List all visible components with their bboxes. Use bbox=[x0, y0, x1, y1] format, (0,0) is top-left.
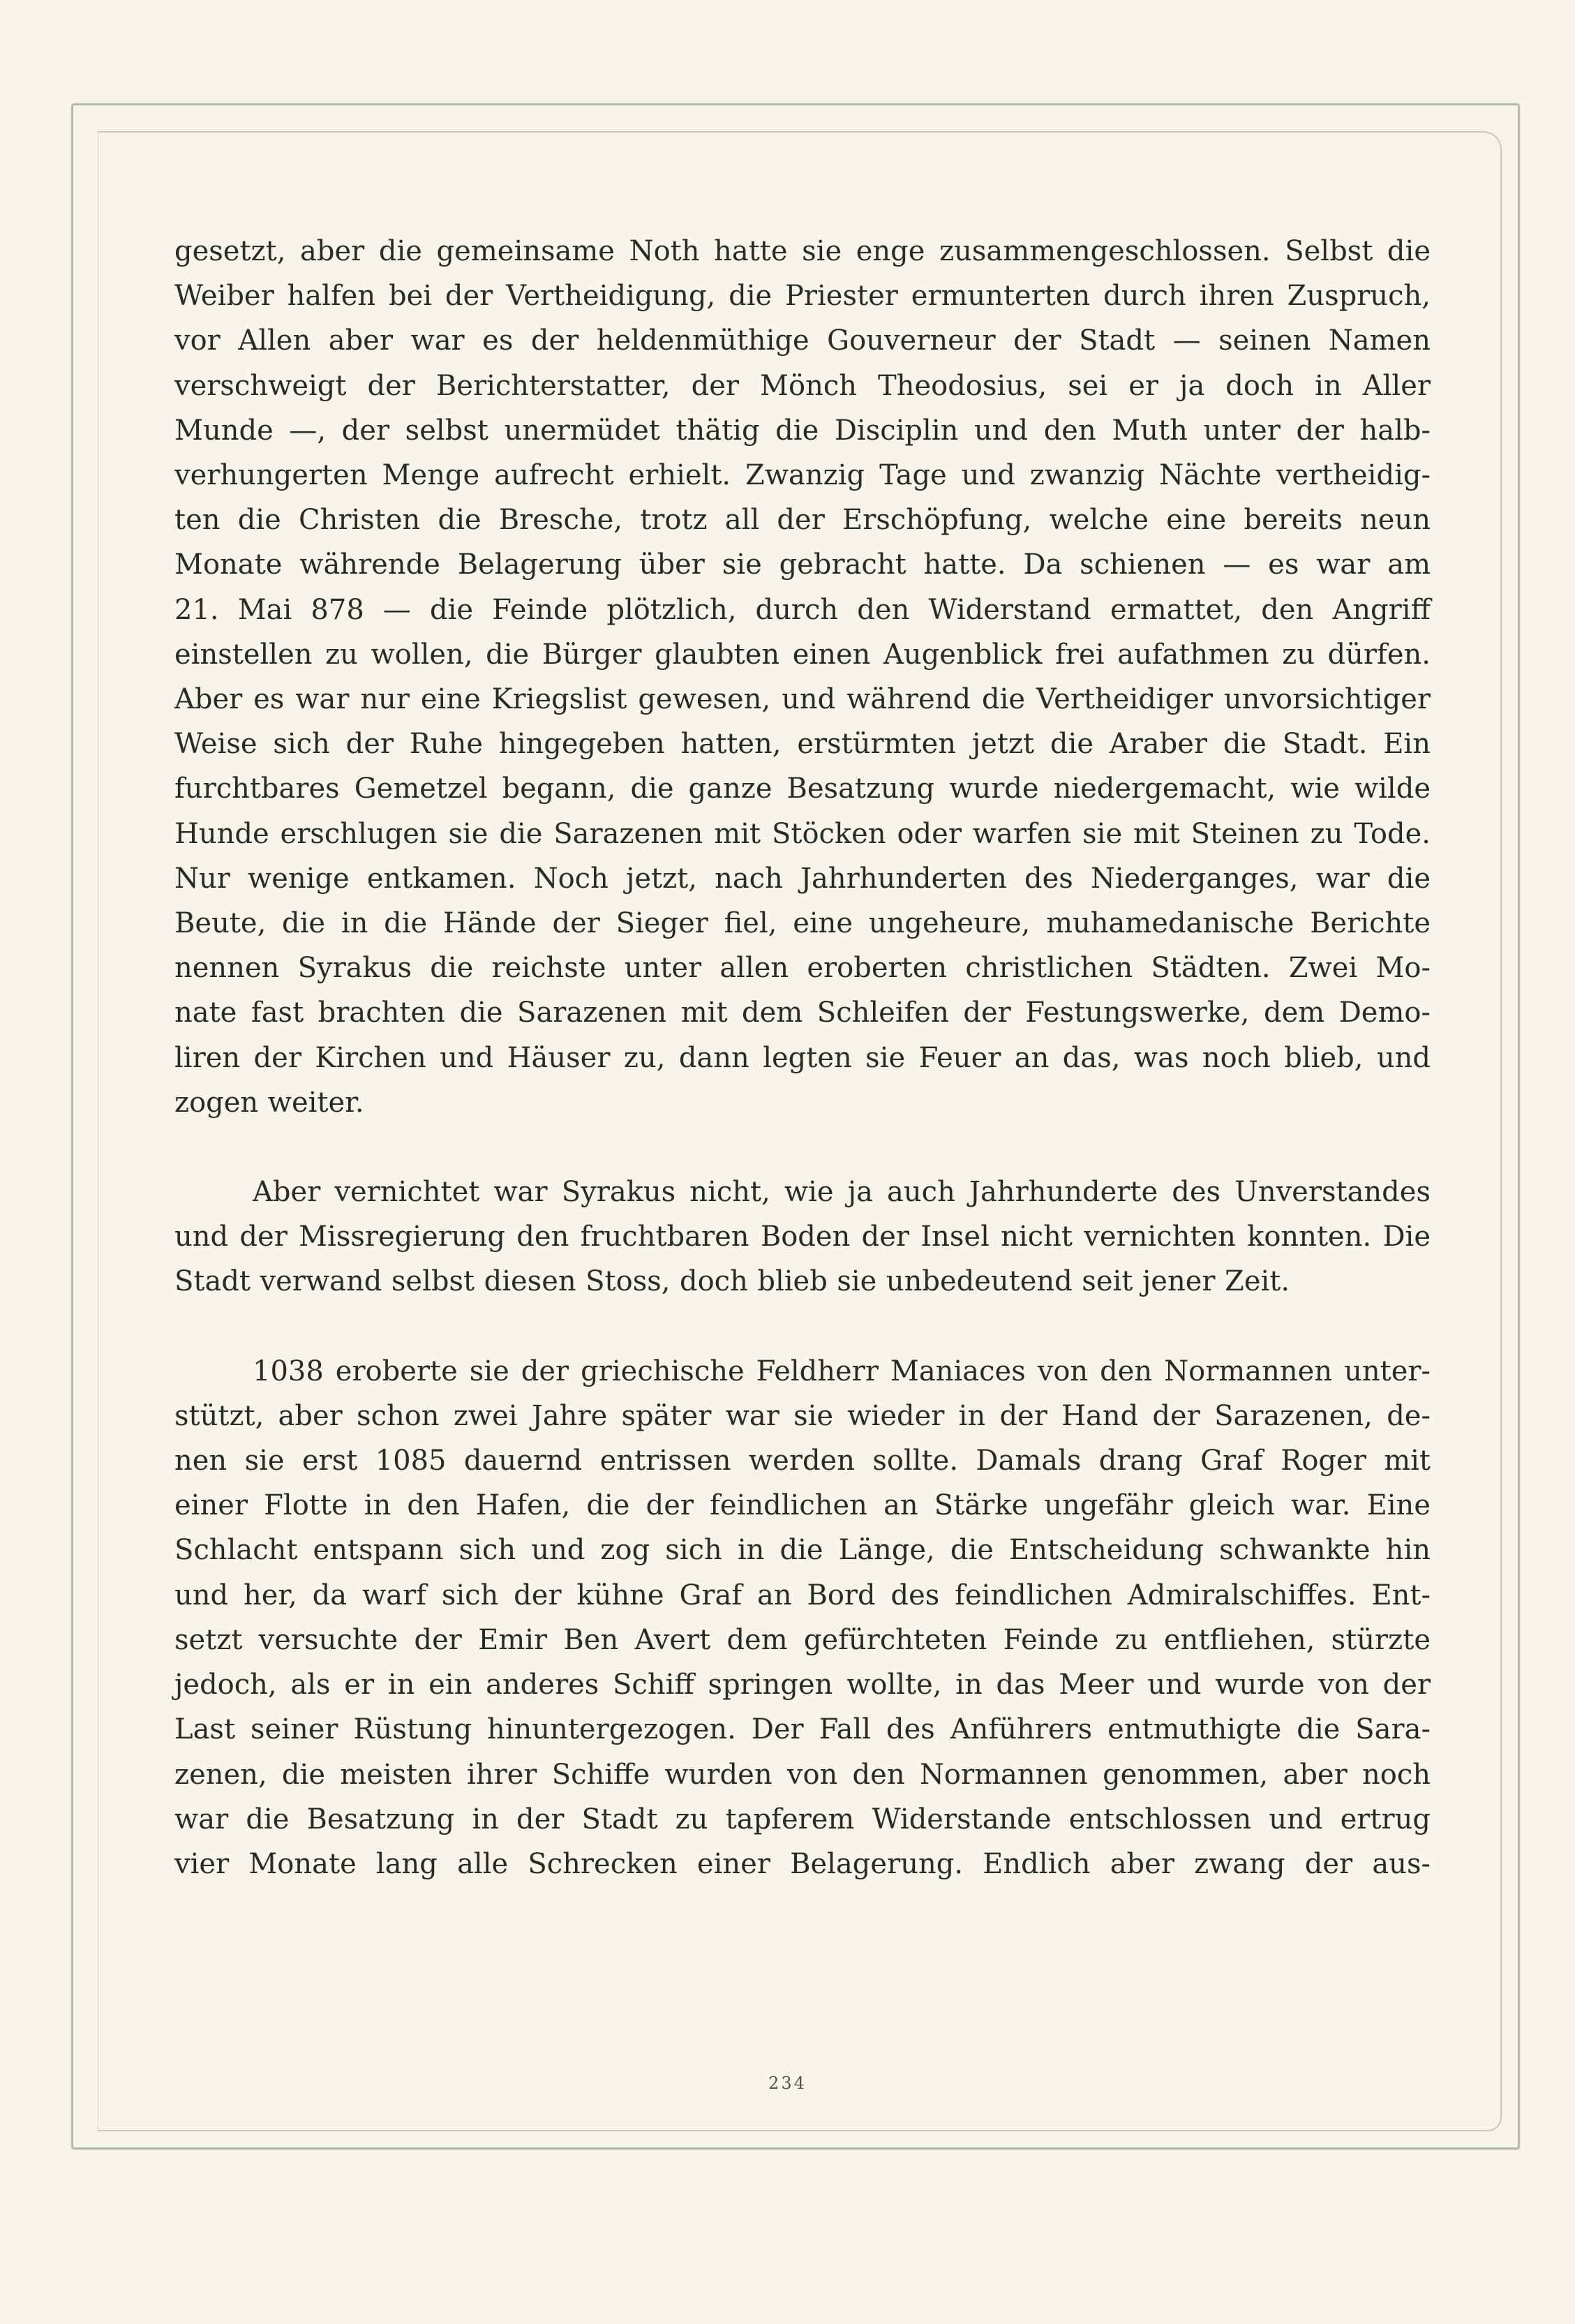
text-line: nen sie erst 1085 dauernd entrissen werden sollte. Damals drang Graf Roger mit bbox=[174, 1445, 1431, 1477]
text-line: jedoch, als er in ein anderes Schiff springen wollte, in das Meer und wurde von der bbox=[174, 1669, 1431, 1701]
text-line: Munde —, der selbst unermüdet thätig die Disciplin und den Muth unter der halb- bbox=[174, 414, 1431, 447]
paragraph-1 bbox=[174, 229, 1431, 1125]
page-number: 234 bbox=[768, 2073, 807, 2093]
text-line: zogen weiter. bbox=[174, 1086, 364, 1119]
page-text bbox=[174, 229, 1431, 1886]
text-line: 21. Mai 878 — die Feinde plötzlich, durch den Widerstand ermattet, den Angriff bbox=[174, 593, 1431, 626]
text-line: stützt, aber schon zwei Jahre später war sie wieder in der Hand der Sarazenen, de- bbox=[174, 1399, 1431, 1432]
text-line: 1038 eroberte sie der griechische Feldherr Maniaces von den Normannen unter- bbox=[253, 1355, 1431, 1387]
text-line: setzt versuchte der Emir Ben Avert dem gefürchteten Feinde zu entfliehen, stürzte bbox=[174, 1623, 1431, 1656]
text-line: furchtbares Gemetzel begann, die ganze Besatzung wurde niedergemacht, wie wilde bbox=[174, 773, 1431, 805]
text-line: Last seiner Rüstung hinuntergezogen. Der Fall des Anführers entmuthigte die Sara- bbox=[174, 1713, 1431, 1746]
text-line: Monate währende Belagerung über sie gebracht hatte. Da schienen — es war am bbox=[174, 549, 1431, 581]
text-line: Aber vernichtet war Syrakus nicht, wie ja auch Jahrhunderte des Unverstandes bbox=[253, 1176, 1431, 1209]
text-line: Schlacht entspann sich und zog sich in die Länge, die Entscheidung schwankte hin bbox=[174, 1534, 1431, 1567]
text-line: und her, da warf sich der kühne Graf an Bord des feindlichen Admiralschiffes. Ent- bbox=[174, 1579, 1431, 1611]
paragraph-3 bbox=[174, 1349, 1431, 1886]
text-line: einstellen zu wollen, die Bürger glaubten einen Augenblick frei aufathmen zu dürfen. bbox=[174, 638, 1431, 671]
text-line: Weiber halfen bei der Vertheidigung, die Priester ermunterten durch ihren Zuspruch, bbox=[174, 280, 1431, 313]
text-line: ten die Christen die Bresche, trotz all der Erschöpfung, welche eine bereits neun bbox=[174, 504, 1431, 537]
text-line: einer Flotte in den Hafen, die der feindlichen an Stärke ungefähr gleich war. Eine bbox=[174, 1489, 1431, 1522]
text-line: Hunde erschlugen sie die Sarazenen mit Stöcken oder warfen sie mit Steinen zu Tode. bbox=[174, 817, 1431, 850]
text-line: nennen Syrakus die reichste unter allen eroberten christlichen Städten. Zwei Mo- bbox=[174, 952, 1431, 985]
text-line: verschweigt der Berichterstatter, der Mönch Theodosius, sei er ja doch in Aller bbox=[174, 369, 1431, 402]
text-line: Weise sich der Ruhe hingegeben hatten, erstürmten jetzt die Araber die Stadt. Ein bbox=[174, 728, 1431, 761]
text-line: zenen, die meisten ihrer Schiffe wurden von den Normannen genommen, aber noch bbox=[174, 1758, 1431, 1791]
text-line: Beute, die in die Hände der Sieger fiel, eine ungeheure, muhamedanische Berichte bbox=[174, 907, 1431, 940]
text-line: gesetzt, aber die gemeinsame Noth hatte sie enge zusammengeschlossen. Selbst die bbox=[174, 235, 1431, 267]
text-line: verhungerten Menge aufrecht erhielt. Zwanzig Tage und zwanzig Nächte vertheidig- bbox=[174, 459, 1431, 492]
text-line: war die Besatzung in der Stadt zu tapferem Widerstande entschlossen und ertrug bbox=[174, 1803, 1431, 1835]
text-line: Nur wenige entkamen. Noch jetzt, nach Jahrhunderten des Niederganges, war die bbox=[174, 862, 1431, 895]
text-line: und der Missregierung den fruchtbaren Boden der Insel nicht vernichten konnten. Die bbox=[174, 1221, 1431, 1253]
text-line: vor Allen aber war es der heldenmüthige Gouverneur der Stadt — seinen Namen bbox=[174, 325, 1431, 357]
paragraph-2 bbox=[174, 1170, 1431, 1304]
text-line: vier Monate lang alle Schrecken einer Belagerung. Endlich aber zwang der aus- bbox=[174, 1847, 1431, 1880]
text-line: Aber es war nur eine Kriegslist gewesen, und während die Vertheidiger unvorsichtiger bbox=[174, 683, 1431, 716]
text-line: Stadt verwand selbst diesen Stoss, doch blieb sie unbedeutend seit jener Zeit. bbox=[174, 1265, 1290, 1298]
text-line: liren der Kirchen und Häuser zu, dann legten sie Feuer an das, was noch blieb, und bbox=[174, 1041, 1431, 1074]
text-line: nate fast brachten die Sarazenen mit dem Schleifen der Festungswerke, dem Demo- bbox=[174, 997, 1431, 1029]
